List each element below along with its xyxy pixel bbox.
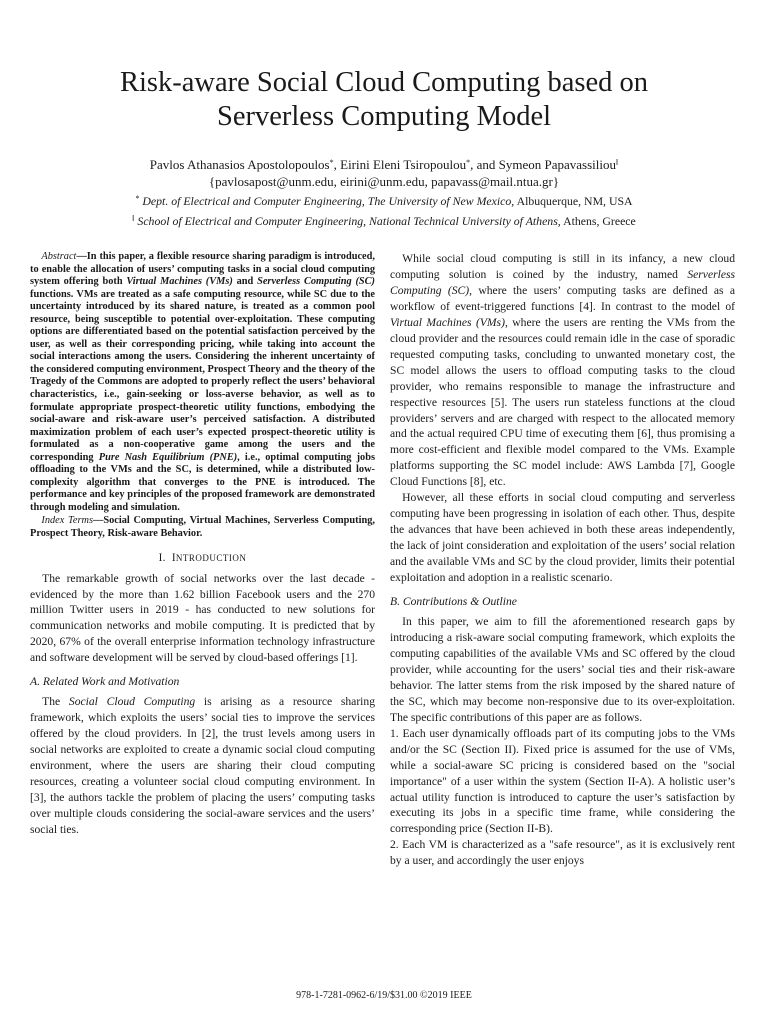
social-cloud-term: Social Cloud Computing	[68, 695, 196, 709]
affiliation-1-mark: *	[135, 194, 140, 203]
related-work-text-1: The	[42, 695, 69, 709]
subsection-heading-related-work: A. Related Work and Motivation	[30, 675, 180, 689]
author-3: Symeon Papavassiliou	[498, 157, 616, 172]
affiliation-1-dept: Dept. of Electrical and Computer Engineering, The University of New Mexico,	[142, 194, 515, 208]
abstract-text-2: and	[232, 276, 258, 288]
affiliation-1	[30, 190, 738, 210]
intro-paragraph: The remarkable growth of social networks over the last decade - evidenced by the more than 1.62 billion Facebook users and the 270 million Twitter users in 2019 - has conducted to new solutions for communication networks and mobile computing. It is predicted that by 2020, 67% of the overall enterprise information technology infrastructure and software development will be served by cloud-based offerings [1].	[30, 571, 375, 665]
subsection-heading-contributions: B. Contributions & Outline	[390, 595, 517, 609]
author-names: Pavlos Athanasios Apostolopoulos*, Eirini Eleni Tsiropoulou*, and Symeon Papavassiliou‖	[149, 157, 619, 172]
isolation-paragraph: However, all these efforts in social cloud computing and serverless computing have been progressing in isolation of each other. Thus, despite the advances that have been achieved in both these areas independently, the lack of joint consideration and exploitation of the users’ social relation and the available VMs and SC by the cloud provider, limits their potential exploitation and adoption in a realistic scenario.	[390, 491, 735, 585]
copyright-footer: 978-1-7281-0962-6/19/$31.00 ©2019 IEEE	[296, 990, 472, 1001]
affiliation-2-dept: School of Electrical and Computer Engineering, National Technical University of Athens,	[137, 214, 561, 228]
abstract-text-3: functions. VMs are treated as a safe computing resource, while SC due to the uncertainty introduced by its shared nature, is treated as a common pool resource, being susceptible to potential over-exploitation. These computing options are differentiated based on the potential satisfaction perceived by the user, as well as their corresponding pricing, while taking into account the social interactions among the users. Considering the inherent uncertainty of the considered computing environment, Prospect Theory and the theory of the Tragedy of the Commons are adopted to properly reflect the users’ behavioral characteristics, i.e., gain-seeking or loss-averse behavior, as well as to formulate appropriate prospect-theoretic utility functions, embodying the social-aware and risk-aware user’s perceived satisfaction. A distributed maximization problem of each user’s expected prospect-theoretic utility is formulated as a non-cooperative game among the users and the corresponding	[30, 288, 375, 463]
contribution-item-1: 1. Each user dynamically offloads part of its computing jobs to the VMs and/or the SC (Section II). Fixed price is assumed for the use of VMs, while a social-aware SC pricing is considered based on the "social importance" of a user within the system (Section II-A). A holistic user’s actual utility function is introduced to capture the user’s satisfaction by executing its jobs in a specific time frame, while considering the corresponding price (Section II-B).	[390, 726, 735, 836]
abstract-text-4: , i.e., optimal computing jobs offloading to the VMs and the SC, is determined, while a distributed low-complexity algorithm that converges to the PNE is introduced. The performance and key principles of the proposed framework are demonstrated through modeling and simulation.	[30, 451, 375, 513]
section-title-rest: NTRODUCTION	[175, 552, 247, 563]
index-terms	[30, 515, 375, 540]
author-3-mark: ‖	[615, 158, 619, 167]
abstract-label: Abstract	[41, 251, 77, 262]
serverless-paragraph	[390, 251, 735, 490]
section-heading-introduction	[30, 552, 375, 564]
section-title-initial: I	[171, 551, 176, 564]
paper-title	[30, 66, 738, 134]
affiliation-2	[30, 210, 738, 230]
related-work-paragraph	[30, 694, 375, 838]
affiliation-2-mark: ‖	[132, 214, 135, 223]
contributions-paragraph: In this paper, we aim to fill the aforementioned research gaps by introducing a risk-aware social computing framework, which exploits the computing capabilities of the available VMs and SC offered by the cloud provider, while accounting for the users’ social ties and their risk-aware behavior. The latter stems from the risk imposed by the shared nature of the SC, which may become non-responsive due to its over-exploitation. The specific contributions of this paper are as follows.	[390, 615, 735, 724]
vm-term: Virtual Machines (VMs)	[390, 315, 505, 329]
title-line-1: Risk-aware Social Cloud Computing based on	[120, 67, 648, 98]
author-emails: {pavlosapost@unm.edu, eirini@unm.edu, papavass@mail.ntua.gr}	[208, 174, 560, 189]
author-1: Pavlos Athanasios Apostolopoulos	[149, 157, 330, 172]
author-2: Eirini Eleni Tsiropoulou	[340, 157, 467, 172]
index-terms-text: —Social Computing, Virtual Machines, Serverless Computing, Prospect Theory, Risk-aware Behavior.	[30, 515, 375, 540]
abstract-text-1: —In this paper, a flexible resource sharing paradigm is introduced, to enable the allocation of users’ computing tasks in a social cloud computing system offering both	[30, 251, 375, 288]
serverless-text-3: , where the users are renting the VMs from the cloud provider and the resources could remain idle in the case of sporadic requested computing tasks, concluding to unwanted monetary cost, the SC model allows the users to offload computing tasks to the cloud provider, who remains responsible to manage the infrastructure and respective resources [5]. The users run stateless functions at the cloud providers’ servers and are charged with respect to the allocated memory and the actual required CPU time of executing them [6], thus promising a more cost-efficient and flexible model compared to the VMs. Example platforms supporting the SC model include: AWS Lambda [7], Google Cloud Functions [8], etc.	[390, 315, 735, 489]
author-1-mark: *	[329, 158, 334, 167]
serverless-term: Serverless Computing (SC)	[390, 267, 735, 297]
affiliation-1-location: Albuquerque, NM, USA	[516, 194, 633, 208]
abstract-pne-term: Pure Nash Equilibrium (PNE)	[98, 451, 238, 463]
left-column	[30, 251, 375, 838]
author-2-mark: *	[466, 158, 471, 167]
title-line-2: Serverless Computing Model	[216, 101, 552, 132]
right-column	[390, 251, 735, 869]
abstract-vm-term: Virtual Machines (VMs)	[126, 276, 233, 288]
affiliation-2-location: Athens, Greece	[563, 214, 636, 228]
abstract-sc-term: Serverless Computing (SC)	[257, 276, 375, 288]
section-number: I.	[158, 551, 166, 564]
contribution-item-2: 2. Each VM is characterized as a "safe resource", as it is exclusively rent by a user, and accordingly the user enjoys	[390, 838, 735, 868]
serverless-text-2: , where the users’ computing tasks are defined as a workflow of event-triggered functions [4]. In contrast to the model of	[390, 283, 736, 313]
index-terms-label: Index Terms	[41, 515, 93, 527]
abstract	[30, 251, 375, 514]
serverless-text-1: While social cloud computing is still in its infancy, a new cloud computing solution is coined by the industry, named	[390, 252, 735, 281]
related-work-text-2: is arising as a resource sharing framework, which exploits the users’ social ties to improve the services offered by the cloud providers. In [2], the trust levels among users in social networks are exploited to create a dynamic social cloud computing environment, where the users are sharing their cloud computing resources, creating a volunteer social cloud computing environment. In [3], the authors tackle the problem of placing the users’ computing tasks over multiple clouds considering the social-aware services and the users’ social ties.	[30, 695, 375, 836]
author-and: and	[476, 157, 496, 172]
author-block	[30, 154, 738, 230]
